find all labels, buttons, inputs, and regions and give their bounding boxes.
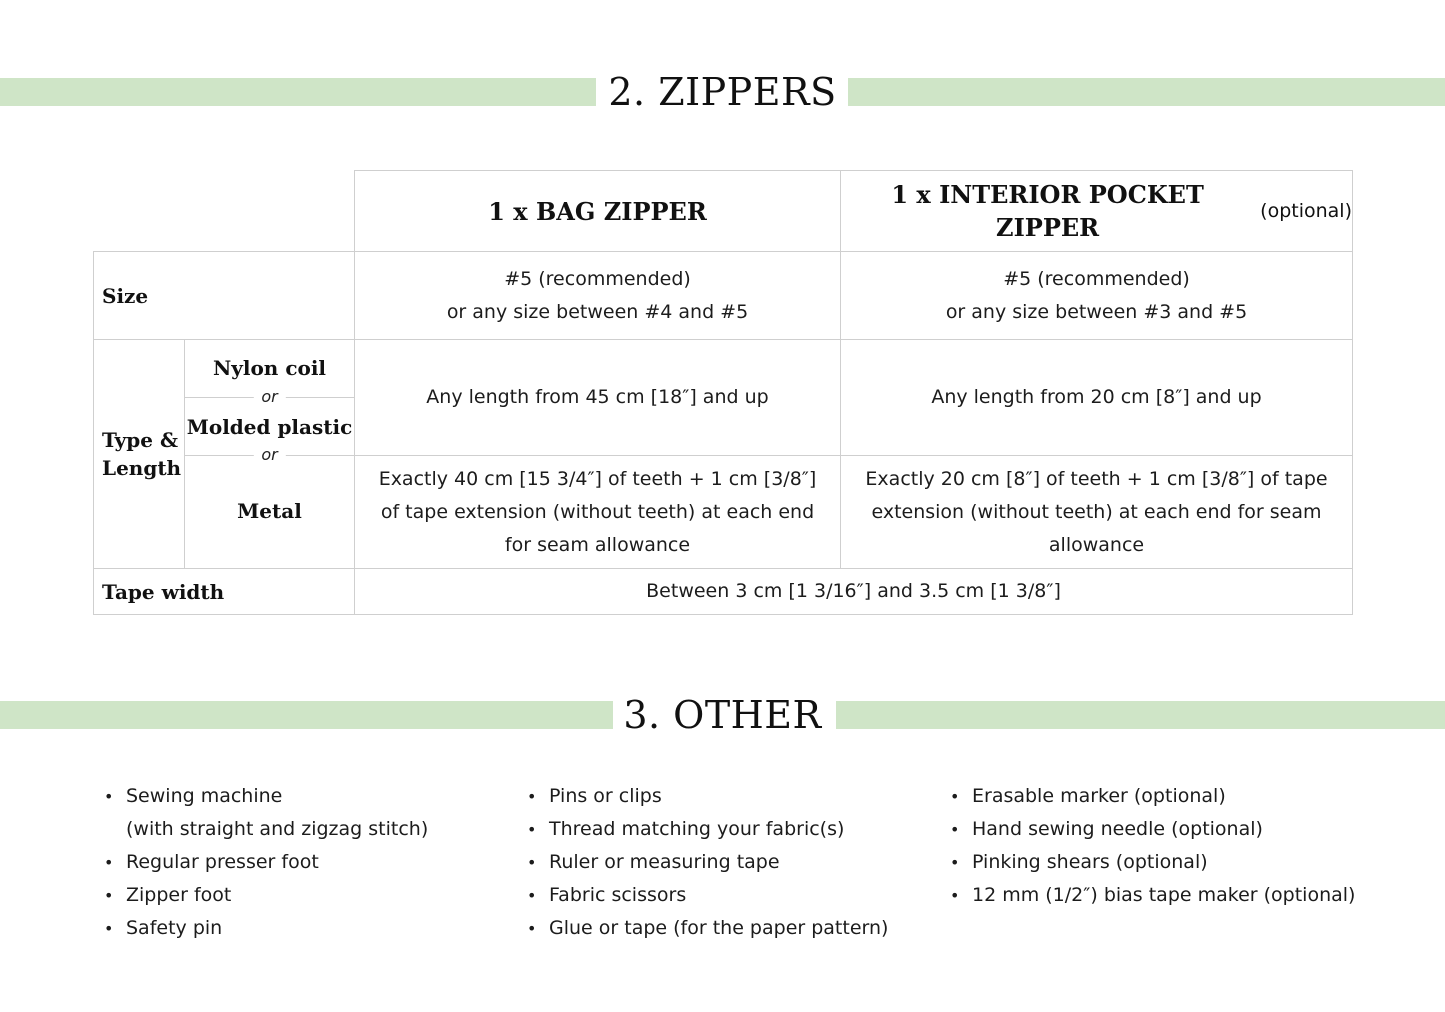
list-item [940, 780, 1400, 813]
length-pocket-metal: Exactly 20 cm [8″] of teeth + 1 cm [3/8″] of tape extension (without teeth) at each end for seam allowance [865, 467, 1328, 556]
length-pocket-nylon-molded: Any length from 20 cm [8″] and up [931, 386, 1262, 408]
list-item-text: Erasable marker (optional) [972, 785, 1226, 807]
col-header-optional-note: (optional) [1260, 199, 1352, 222]
subtype-nylon-coil [184, 350, 355, 386]
or-separator-2 [184, 445, 355, 464]
size-pocket-cell [840, 251, 1353, 340]
row-header-size [93, 251, 355, 340]
row-header-tape-width-label: Tape width [102, 579, 225, 604]
size-bag-line2: or any size between #4 and #5 [446, 300, 749, 323]
list-item [517, 846, 927, 879]
subtype-metal-label: Metal [237, 498, 302, 523]
col-header-bag-zipper-label: 1 x BAG ZIPPER [488, 196, 707, 226]
size-pocket-line1: #5 (recommended) [1003, 267, 1190, 290]
list-item [940, 879, 1400, 912]
list-item-text: Pinking shears (optional) [972, 851, 1208, 873]
zippers-section-title: 2. ZIPPERS [608, 70, 837, 114]
list-item [517, 813, 927, 846]
col-header-bag-zipper [354, 170, 841, 252]
list-item-subtext: (with straight and zigzag stitch) [126, 818, 429, 840]
list-item-text: Glue or tape (for the paper pattern) [549, 917, 889, 939]
size-pocket-line2: or any size between #3 and #5 [945, 300, 1248, 323]
row-header-tape-width [93, 568, 355, 615]
subtype-metal [184, 492, 355, 530]
other-list-col1 [94, 780, 494, 945]
list-item-text: Hand sewing needle (optional) [972, 818, 1263, 840]
subtype-nylon-coil-label: Nylon coil [212, 355, 327, 380]
list-item-text: Zipper foot [126, 884, 232, 906]
subtype-molded-plastic-label: Molded plastic [186, 414, 353, 439]
list-item-text: 12 mm (1/2″) bias tape maker (optional) [972, 884, 1356, 906]
list-item [940, 813, 1400, 846]
length-bag-nylon-molded: Any length from 45 cm [18″] and up [426, 386, 769, 408]
type-length-label-line2: Length [102, 456, 182, 480]
list-item [94, 879, 494, 912]
list-item-text: Pins or clips [549, 785, 662, 807]
list-item [94, 912, 494, 945]
list-item [940, 846, 1400, 879]
or-separator-2-label: or [253, 445, 285, 465]
other-list-col3 [940, 780, 1400, 912]
length-pocket-metal-cell [840, 455, 1353, 569]
list-item-text: Fabric scissors [549, 884, 687, 906]
col-header-pocket-zipper-label: 1 x INTERIOR POCKET ZIPPER [891, 180, 1204, 242]
list-item-text: Regular presser foot [126, 851, 319, 873]
list-item [94, 846, 494, 879]
row-header-size-label: Size [102, 283, 149, 308]
subtype-molded-plastic [184, 409, 355, 445]
zippers-table [93, 170, 1353, 615]
list-item-text: Ruler or measuring tape [549, 851, 780, 873]
row-header-type-length [93, 339, 185, 569]
list-item [517, 912, 927, 945]
type-length-label-line1: Type & [102, 428, 179, 452]
or-separator-1-label: or [253, 387, 285, 407]
size-bag-cell [354, 251, 841, 340]
list-item [517, 780, 927, 813]
list-item [517, 879, 927, 912]
list-item-text: Safety pin [126, 917, 223, 939]
length-bag-nylon-molded-cell [354, 339, 841, 456]
tape-width-value: Between 3 cm [1 3/16″] and 3.5 cm [1 3/8″] [646, 580, 1061, 602]
length-bag-metal-cell [354, 455, 841, 569]
other-section-title: 3. OTHER [623, 693, 822, 737]
list-item [94, 780, 494, 846]
or-separator-1 [184, 387, 355, 406]
list-item-text: Sewing machine [126, 785, 283, 807]
col-header-pocket-zipper [840, 170, 1353, 252]
other-list-col2 [517, 780, 927, 945]
tape-width-value-cell [354, 568, 1353, 615]
list-item-text: Thread matching your fabric(s) [549, 818, 845, 840]
length-pocket-nylon-molded-cell [840, 339, 1353, 456]
length-bag-metal: Exactly 40 cm [15 3/4″] of teeth + 1 cm [3/8″] of tape extension (without teeth) at each end for seam allowance [378, 467, 817, 556]
size-bag-line1: #5 (recommended) [504, 267, 691, 290]
